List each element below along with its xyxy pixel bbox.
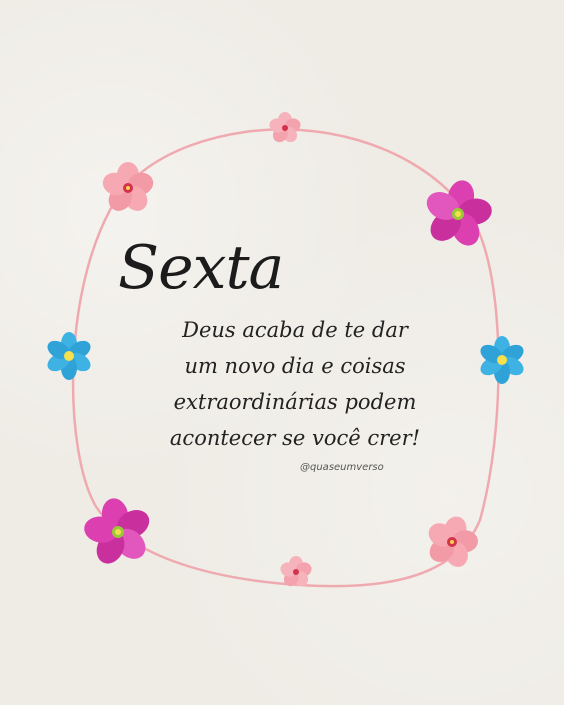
blue-flower-icon: [44, 332, 94, 380]
pink-flower-icon: [424, 514, 478, 570]
magenta-flower-icon: [83, 496, 155, 568]
quote-line: extraordinárias podem: [173, 390, 417, 414]
author-handle: @quaseumverso: [300, 462, 384, 473]
pink-flower-icon: [268, 112, 303, 145]
quote-line: um novo dia e coisas: [184, 354, 406, 378]
quote-line: acontecer se você crer!: [169, 426, 421, 450]
blue-flower-icon: [477, 336, 527, 384]
quote-line: Deus acaba de te dar: [182, 318, 408, 342]
quote-message: [150, 312, 440, 456]
day-title: Sexta: [118, 233, 284, 303]
pink-flower-icon: [100, 162, 156, 216]
